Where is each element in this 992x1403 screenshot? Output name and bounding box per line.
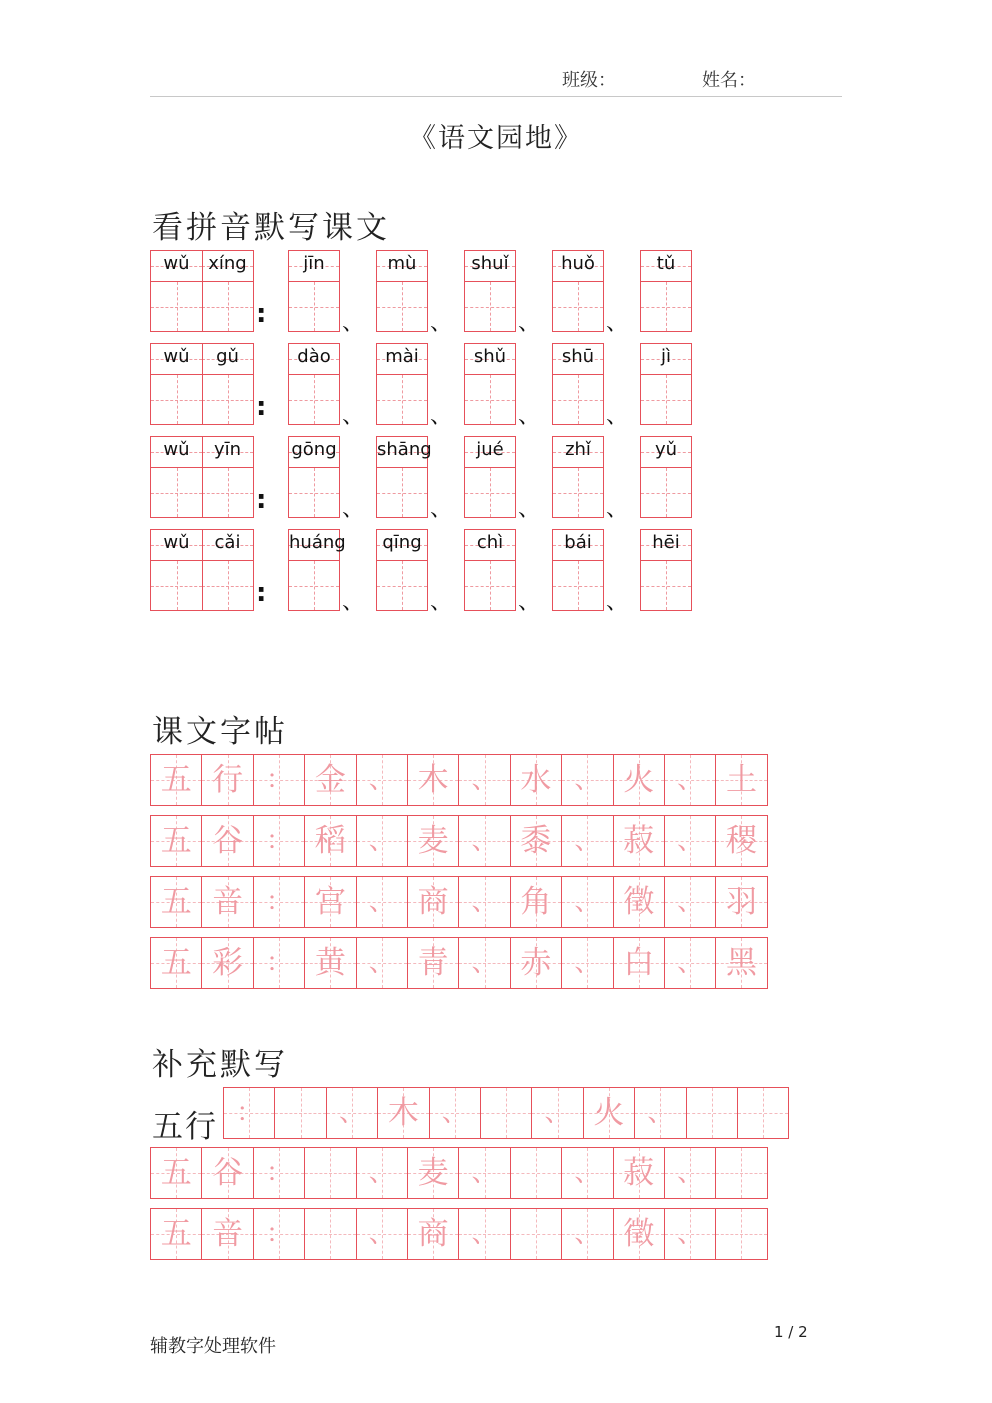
trace-char: 、 (677, 887, 704, 917)
trace-char: 、 (368, 887, 395, 917)
grid-cell[interactable] (202, 938, 253, 988)
pinyin-text: mài (385, 346, 419, 367)
grid-cell[interactable] (202, 1209, 253, 1259)
trace-char: 、 (677, 765, 704, 795)
grid-cell[interactable] (459, 877, 510, 927)
grid-cell[interactable] (254, 938, 305, 988)
grid-cell[interactable] (614, 1209, 665, 1259)
pinyin-box[interactable] (640, 343, 692, 425)
trace-char: 羽 (725, 883, 757, 920)
trace-char: 五 (160, 883, 192, 920)
pinyin-text: hēi (652, 532, 680, 553)
pinyin-text: shuǐ (471, 253, 509, 274)
section-title-supplement: 补充默写 (152, 1047, 288, 1083)
colon-mark: : (256, 485, 267, 515)
pinyin-text: cǎi (214, 532, 241, 553)
trace-char: ： (265, 887, 292, 917)
trace-char: 、 (574, 1219, 601, 1249)
pinyin-text: mù (387, 253, 417, 274)
copybook-row (150, 815, 768, 867)
dun-mark: 、 (518, 590, 541, 615)
trace-char: ： (265, 1158, 292, 1188)
trace-char: 五 (160, 761, 192, 798)
trace-char: 、 (368, 765, 395, 795)
pinyin-cell[interactable] (202, 251, 253, 331)
grid-cell[interactable] (408, 877, 459, 927)
grid-cell[interactable] (357, 938, 408, 988)
grid-cell[interactable] (687, 1088, 738, 1138)
grid-cell[interactable] (202, 877, 253, 927)
header-divider (150, 96, 842, 97)
dun-mark: 、 (606, 590, 629, 615)
pinyin-text: shū (561, 346, 595, 367)
section-title-pinyin: 看拼音默写课文 (152, 210, 390, 246)
dun-mark: 、 (430, 497, 453, 522)
pinyin-text: qīng (382, 532, 422, 553)
grid-cell[interactable] (224, 1088, 275, 1138)
pinyin-box[interactable] (288, 436, 340, 518)
grid-cell[interactable] (716, 1148, 767, 1198)
pinyin-box[interactable] (376, 250, 428, 332)
pinyin-text: xíng (208, 253, 247, 274)
dun-mark: 、 (342, 311, 365, 336)
grid-cell[interactable] (459, 1148, 510, 1198)
grid-cell[interactable] (481, 1088, 532, 1138)
copybook-row (223, 1087, 789, 1139)
grid-cell[interactable] (584, 1088, 635, 1138)
trace-char: 水 (520, 761, 552, 798)
grid-cell[interactable] (532, 1088, 583, 1138)
trace-char: 土 (725, 761, 757, 798)
trace-char: ： (265, 948, 292, 978)
pinyin-text: gǔ (216, 346, 239, 367)
grid-cell[interactable] (357, 755, 408, 805)
grid-cell[interactable] (357, 1209, 408, 1259)
grid-cell[interactable] (665, 755, 716, 805)
trace-char: 稷 (725, 822, 757, 859)
grid-cell[interactable] (254, 816, 305, 866)
trace-char: 、 (471, 1158, 498, 1188)
grid-cell[interactable] (408, 755, 459, 805)
dun-mark: 、 (606, 404, 629, 429)
trace-char: 徵 (623, 1215, 655, 1252)
pinyin-box[interactable] (640, 250, 692, 332)
trace-char: 青 (417, 944, 449, 981)
trace-char: 、 (471, 887, 498, 917)
grid-cell[interactable] (202, 816, 253, 866)
grid-cell[interactable] (562, 816, 613, 866)
dun-mark: 、 (518, 311, 541, 336)
page-title: 《语文园地》 (409, 123, 583, 154)
trace-char: 音 (212, 883, 244, 920)
footer-software: 辅教字处理软件 (150, 1336, 276, 1357)
colon-mark: : (256, 578, 267, 608)
trace-char: 麦 (417, 1154, 449, 1191)
trace-char: 、 (368, 826, 395, 856)
pinyin-head-box (150, 343, 254, 425)
copybook-row (150, 754, 768, 806)
trace-char: 徵 (623, 883, 655, 920)
grid-cell[interactable] (459, 1209, 510, 1259)
trace-char: 火 (593, 1094, 625, 1131)
grid-cell[interactable] (511, 755, 562, 805)
trace-char: 角 (520, 883, 552, 920)
pinyin-box[interactable] (464, 343, 516, 425)
pinyin-text: wǔ (163, 346, 190, 367)
colon-mark: : (256, 392, 267, 422)
grid-cell[interactable] (614, 816, 665, 866)
grid-cell[interactable] (511, 1209, 562, 1259)
pinyin-box[interactable] (552, 250, 604, 332)
section-title-copybook: 课文字帖 (152, 714, 288, 750)
grid-cell[interactable] (275, 1088, 326, 1138)
pinyin-cell[interactable] (202, 344, 253, 424)
grid-cell[interactable] (562, 755, 613, 805)
grid-cell[interactable] (357, 1148, 408, 1198)
trace-char: 、 (574, 1158, 601, 1188)
grid-cell[interactable] (305, 1209, 356, 1259)
grid-cell[interactable] (614, 877, 665, 927)
grid-cell[interactable] (327, 1088, 378, 1138)
colon-mark: : (256, 299, 267, 329)
trace-char: 木 (387, 1094, 419, 1131)
grid-cell[interactable] (151, 1209, 202, 1259)
grid-cell[interactable] (511, 877, 562, 927)
grid-cell[interactable] (305, 1148, 356, 1198)
trace-char: 、 (471, 948, 498, 978)
grid-cell[interactable] (459, 755, 510, 805)
trace-char: 、 (677, 1219, 704, 1249)
grid-cell[interactable] (357, 816, 408, 866)
trace-char: 彩 (212, 944, 244, 981)
pinyin-box[interactable] (464, 529, 516, 611)
grid-cell[interactable] (511, 1148, 562, 1198)
trace-char: 黑 (725, 944, 757, 981)
copybook-row (150, 876, 768, 928)
pinyin-text: bái (564, 532, 592, 553)
trace-char: 五 (160, 822, 192, 859)
grid-cell[interactable] (562, 1148, 613, 1198)
trace-char: 火 (623, 761, 655, 798)
grid-cell[interactable] (459, 816, 510, 866)
trace-char: 、 (368, 1219, 395, 1249)
pinyin-text: yīn (213, 439, 242, 460)
pinyin-cell[interactable] (151, 251, 202, 331)
grid-cell[interactable] (305, 938, 356, 988)
grid-cell[interactable] (408, 1209, 459, 1259)
copybook-row (150, 937, 768, 989)
trace-char: 谷 (212, 1154, 244, 1191)
trace-char: ： (236, 1098, 263, 1128)
pinyin-head-box (150, 436, 254, 518)
grid-cell[interactable] (716, 1209, 767, 1259)
trace-char: 菽 (623, 1154, 655, 1191)
name-label: 姓名： (702, 70, 756, 91)
dun-mark: 、 (342, 404, 365, 429)
grid-cell[interactable] (151, 938, 202, 988)
dun-mark: 、 (518, 497, 541, 522)
trace-char: 木 (417, 761, 449, 798)
grid-cell[interactable] (305, 755, 356, 805)
dun-mark: 、 (606, 497, 629, 522)
pinyin-box[interactable] (552, 343, 604, 425)
dun-mark: 、 (430, 311, 453, 336)
trace-char: 五 (160, 1154, 192, 1191)
grid-cell[interactable] (202, 1148, 253, 1198)
grid-cell[interactable] (665, 938, 716, 988)
trace-char: 、 (471, 826, 498, 856)
trace-char: 、 (574, 887, 601, 917)
grid-cell[interactable] (202, 755, 253, 805)
trace-char: 、 (574, 765, 601, 795)
grid-cell[interactable] (665, 1209, 716, 1259)
grid-cell[interactable] (408, 938, 459, 988)
trace-char: 、 (338, 1098, 365, 1128)
trace-char: 金 (314, 761, 346, 798)
pinyin-box[interactable] (640, 436, 692, 518)
grid-cell[interactable] (511, 816, 562, 866)
grid-cell[interactable] (151, 816, 202, 866)
trace-char: 白 (623, 944, 655, 981)
trace-char: 宫 (314, 883, 346, 920)
pinyin-box[interactable] (288, 250, 340, 332)
grid-cell[interactable] (562, 1209, 613, 1259)
pinyin-box[interactable] (376, 529, 428, 611)
trace-char: 、 (574, 826, 601, 856)
trace-char: 、 (471, 765, 498, 795)
grid-cell[interactable] (738, 1088, 789, 1138)
pinyin-box[interactable] (288, 343, 340, 425)
trace-char: 五 (160, 944, 192, 981)
grid-cell[interactable] (716, 877, 767, 927)
grid-cell[interactable] (614, 938, 665, 988)
pinyin-text: zhǐ (565, 439, 591, 460)
grid-cell[interactable] (716, 755, 767, 805)
pinyin-box[interactable] (640, 529, 692, 611)
trace-char: 、 (677, 826, 704, 856)
pinyin-text: yǔ (654, 439, 678, 460)
trace-char: 、 (368, 948, 395, 978)
dun-mark: 、 (430, 590, 453, 615)
grid-cell[interactable] (254, 877, 305, 927)
pinyin-box[interactable] (464, 250, 516, 332)
pinyin-box[interactable] (288, 529, 346, 611)
grid-cell[interactable] (151, 1148, 202, 1198)
pinyin-box[interactable] (376, 436, 432, 518)
trace-char: 五 (160, 1215, 192, 1252)
wuxing-label: 五行 (152, 1109, 218, 1145)
pinyin-text: shǔ (473, 346, 507, 367)
pinyin-text: huáng (289, 532, 346, 553)
pinyin-head-box (150, 529, 254, 611)
trace-char: 、 (574, 948, 601, 978)
pinyin-text: chì (476, 532, 504, 553)
trace-char: 菽 (623, 822, 655, 859)
pinyin-text: huǒ (561, 253, 595, 274)
trace-char: 、 (647, 1098, 674, 1128)
grid-cell[interactable] (562, 877, 613, 927)
trace-char: ： (265, 826, 292, 856)
grid-cell[interactable] (459, 938, 510, 988)
grid-cell[interactable] (614, 1148, 665, 1198)
grid-cell[interactable] (254, 1148, 305, 1198)
grid-cell[interactable] (635, 1088, 686, 1138)
pinyin-text: gōng (291, 439, 337, 460)
trace-char: 行 (212, 761, 244, 798)
grid-cell[interactable] (430, 1088, 481, 1138)
dun-mark: 、 (342, 497, 365, 522)
grid-cell[interactable] (151, 877, 202, 927)
grid-cell[interactable] (151, 755, 202, 805)
trace-char: 赤 (520, 944, 552, 981)
trace-char: 、 (544, 1098, 571, 1128)
trace-char: ： (265, 1219, 292, 1249)
trace-char: 商 (417, 1215, 449, 1252)
grid-cell[interactable] (562, 938, 613, 988)
trace-char: 稻 (314, 822, 346, 859)
trace-char: 、 (677, 1158, 704, 1188)
pinyin-text: wǔ (163, 532, 190, 553)
grid-cell[interactable] (408, 1148, 459, 1198)
grid-cell[interactable] (408, 816, 459, 866)
grid-cell[interactable] (716, 816, 767, 866)
grid-cell[interactable] (254, 1209, 305, 1259)
pinyin-text: wǔ (163, 439, 190, 460)
trace-char: 、 (441, 1098, 468, 1128)
pinyin-text: tǔ (656, 253, 676, 274)
trace-char: 谷 (212, 822, 244, 859)
grid-cell[interactable] (665, 1148, 716, 1198)
pinyin-cell[interactable] (202, 437, 253, 517)
trace-char: 麦 (417, 822, 449, 859)
grid-cell[interactable] (305, 877, 356, 927)
class-label: 班级： (562, 70, 616, 91)
pinyin-text: shāng (377, 439, 432, 460)
copybook-row (150, 1208, 768, 1260)
grid-cell[interactable] (614, 755, 665, 805)
pinyin-box[interactable] (464, 436, 516, 518)
grid-cell[interactable] (254, 755, 305, 805)
pinyin-cell[interactable] (151, 437, 202, 517)
pinyin-cell[interactable] (151, 344, 202, 424)
grid-cell[interactable] (511, 938, 562, 988)
pinyin-box[interactable] (552, 436, 604, 518)
trace-char: 商 (417, 883, 449, 920)
trace-char: 、 (471, 1219, 498, 1249)
pinyin-text: wǔ (163, 253, 190, 274)
pinyin-box[interactable] (552, 529, 604, 611)
trace-char: 音 (212, 1215, 244, 1252)
page-number: 1 / 2 (774, 1323, 808, 1341)
grid-cell[interactable] (716, 938, 767, 988)
pinyin-cell[interactable] (202, 530, 253, 610)
trace-char: 黄 (314, 944, 346, 981)
trace-char: 、 (677, 948, 704, 978)
pinyin-cell[interactable] (151, 530, 202, 610)
pinyin-text: jué (476, 439, 504, 460)
dun-mark: 、 (606, 311, 629, 336)
grid-cell[interactable] (665, 877, 716, 927)
grid-cell[interactable] (665, 816, 716, 866)
pinyin-text: jīn (303, 253, 325, 274)
pinyin-head-box (150, 250, 254, 332)
dun-mark: 、 (342, 590, 365, 615)
trace-char: 黍 (520, 822, 552, 859)
pinyin-text: dào (297, 346, 331, 367)
dun-mark: 、 (518, 404, 541, 429)
grid-cell[interactable] (378, 1088, 429, 1138)
grid-cell[interactable] (305, 816, 356, 866)
trace-char: 、 (368, 1158, 395, 1188)
dun-mark: 、 (430, 404, 453, 429)
pinyin-text: jì (660, 346, 671, 367)
copybook-row (150, 1147, 768, 1199)
pinyin-box[interactable] (376, 343, 428, 425)
trace-char: ： (265, 765, 292, 795)
grid-cell[interactable] (357, 877, 408, 927)
